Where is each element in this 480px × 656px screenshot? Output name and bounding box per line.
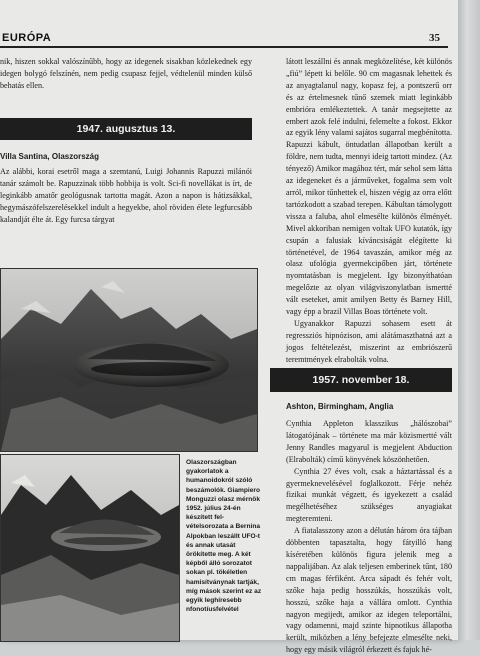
- ufo-photo-rocks: [0, 454, 180, 642]
- right-body-text-1: [286, 56, 452, 362]
- intro-paragraph: nik, hiszen sokkal valószínűbb, hogy az idegenek sisakban közlekednek egy idegen bolygó felszínén, nem pedig csupasz fejjel, védtelenül minden külső behatás ellen.: [0, 57, 252, 90]
- page-header: [0, 28, 452, 48]
- event-date-bar-1947: 1947. augusztus 13.: [0, 118, 252, 140]
- ufo-saucer-photo-image: [1, 269, 257, 451]
- left-intro-text: [0, 56, 252, 92]
- book-edge: [458, 0, 480, 640]
- section-label: EURÓPA: [2, 32, 52, 44]
- left-body-text: [0, 166, 252, 266]
- left-paragraph: Az alábbi, korai esetről maga a szemtanú, Luigi Johannis Rapuzzi milánói tanár számolt be. Rapuzzinak több hobbija is volt. Sci-fi novellákat is írt, de leginkább amatőr geológusnak tartotta magát. Azon a napon is hátizsákkal, hegymászófelszerelésekkel indult a hegyekbe, ahol röviden élete legfurcsább kalandját élte át. Egy furcsa tárgyat: [0, 167, 252, 224]
- ufo-landed-photo-image: [1, 455, 179, 641]
- event-date-bar-1957: 1957. november 18.: [270, 368, 452, 392]
- right-paragraph: látott leszállni és annak megközelítése, két különös „fiú” lépett ki belőle. 90 cm magasnak lehettek és az anyagtalanul nagy, kopasz fej, a pontszerű orr és az értelmesnek tűnő szemek miatt leginkább embrióra emlékeztettek. A tanár megsejtette az embert azok felé indulni, felemelte a fokost. Ekkor az egyik lény valami sajátos sugarral megbénította. Rapuzzi kábult, öntudatlan állapotban került a földre, nem tudta, mennyi ideig tartott mindez. (Az tényező) Amikor magához tért, már sehol sem látta az idegeneket és a járműveket, fogalma sem volt arról, mikor tűnhettek el, hiszen végig az orra előtt tartózkodott a szabad terepen. Kábultan támolygott vissza a faluba, ahol elmesélte különös élményét. Mivel akkoriban nemigen voltak UFO kutatók, így csupán a falusiak kíváncsiságát elégítette ki történetével, de 1964 tavaszán, amikor még az olasz ufológia gyermekcipőben járt, története nyomtatásban is megjelent. Igy bizonyíthatóan megelőzte az olyan világviszonylatban ismertté vált eseteket, amit amilyen Betty és Barney Hill, vagy épp a brazil Villas Boas története volt.: [286, 57, 452, 317]
- right-paragraph: Cynthia Appleton klasszikus „hálószobai” látogatójának – története ma már közismertté vált Jenny Randles magyarul is megjelent Abduction (Elrabolták) című könyvének köszönhetően.: [286, 419, 452, 464]
- right-paragraph: Ugyanakkor Rapuzzi sohasem esett át regressziós hipnózison, ami alátámaszthatná azt a jogos feltételezést, miszerint az embriószerű teremtmények elrabolták volna.: [286, 318, 452, 364]
- photo-caption: Olaszországban gyakorlatok a humanoidokról szóló beszámolók. Giampiero Monguzzi olasz mérnök 1952. július 24-én készített felvételsorozata a Bernina Alpokban leszállt UFO-t és annak utasát örökítette meg. A két képből álló sorozatot sokan pl. tökéletlen hamisítványnak tartják, míg mások szerint ez az egyik leghíresebb nfonotíusfelvétel: [186, 459, 262, 614]
- location-villa-santina: Villa Santina, Olaszország: [0, 152, 99, 161]
- ufo-photo-mountain: [0, 268, 258, 452]
- location-ashton: Ashton, Birmingham, Anglia: [286, 402, 394, 411]
- header-rule: [0, 46, 448, 48]
- right-paragraph: A fiatalasszony azon a délután három óra tájban döbbenten tapasztalta, hogy fátyilló hang kíséretében különös figura jelenik meg a nappalijában. Az alak teljesen emberinek tűnt, 180 cm magas férfiként. Arca sápadt és fehér volt, szőke haja pedig hosszúkás, hosszúkás volt, hosszú, szőke haja a vállára omlott. Cynthia nagyon megijedt, amikor az idegen teleportálni, vagy odamenni, majd szinte hipnotikus állapotba került, miközben a lény befejezte elmesélte neki, hogy egy másik világról érkezett és fajuk hé-: [286, 526, 452, 655]
- right-body-text-2: [286, 418, 452, 655]
- page-number: 35: [429, 32, 440, 44]
- right-paragraph: Cynthia 27 éves volt, csak a háztartással és a gyermeknevelésével foglalkozott. Férje nehéz fizikai munkát végzett, és igyekezett a család megélhetéséhez szükséges anyagiakat megteremteni.: [286, 466, 452, 524]
